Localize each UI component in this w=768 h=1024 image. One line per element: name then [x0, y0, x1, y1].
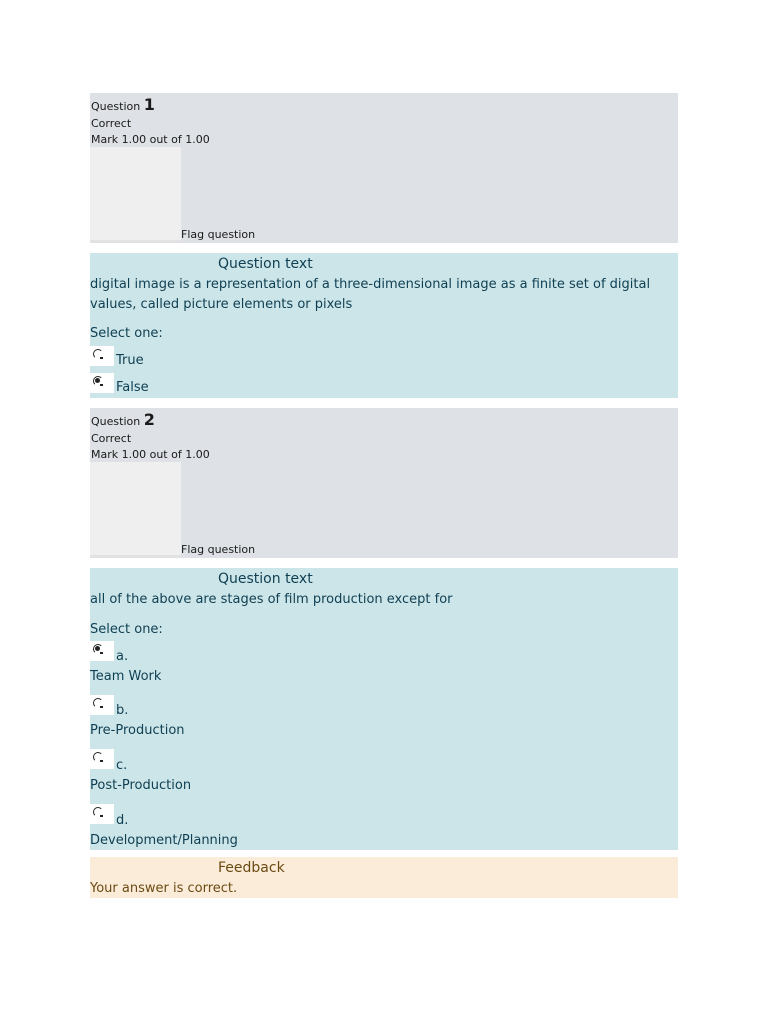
question-number: Question 2: [91, 410, 155, 429]
feedback-text: Your answer is correct.: [90, 881, 238, 896]
radio-option-a[interactable]: [90, 641, 114, 661]
option-letter-a[interactable]: a.: [116, 649, 129, 664]
question-state: Correct: [91, 117, 132, 130]
question-grade: Mark 1.00 out of 1.00: [91, 448, 210, 461]
flag-question-link[interactable]: Flag question: [181, 228, 256, 241]
select-one-prompt: Select one:: [90, 326, 163, 341]
question-text: [90, 275, 678, 315]
radio-shadow-icon: [100, 706, 103, 708]
radio-option-d[interactable]: [90, 804, 114, 824]
question-text: all of the above are stages of film production except for: [90, 592, 453, 607]
radio-dot-icon: [95, 646, 100, 651]
radio-option-b[interactable]: [90, 695, 114, 715]
feedback-panel: [90, 857, 678, 898]
flag-box: [90, 147, 181, 242]
option-label-true[interactable]: True: [116, 353, 144, 368]
flag-question-link[interactable]: Flag question: [181, 543, 256, 556]
radio-shadow-icon: [100, 357, 103, 359]
radio-shadow-icon: [100, 815, 103, 817]
question-number: Question 1: [91, 95, 155, 114]
option-label-a[interactable]: Team Work: [90, 669, 162, 684]
radio-false[interactable]: [90, 373, 114, 393]
select-one-prompt: Select one:: [90, 622, 163, 637]
radio-shadow-icon: [100, 760, 103, 762]
question-grade: Mark 1.00 out of 1.00: [91, 133, 210, 146]
question-2-content: [90, 568, 678, 850]
question-1-content: [90, 253, 678, 398]
option-label-d[interactable]: Development/Planning: [90, 833, 238, 848]
option-letter-c[interactable]: c.: [116, 758, 128, 773]
question-text-line: digital image is a representation of a three-dimensional image as a finite set of digital: [90, 277, 651, 292]
option-label-b[interactable]: Pre-Production: [90, 723, 185, 738]
radio-option-c[interactable]: [90, 749, 114, 769]
radio-dot-icon: [95, 378, 100, 383]
option-label-c[interactable]: Post-Production: [90, 778, 192, 793]
option-letter-b[interactable]: b.: [116, 703, 129, 718]
question-1-info: [90, 93, 678, 243]
question-text-line: values, called picture elements or pixels: [90, 297, 353, 312]
question-2-info: [90, 408, 678, 558]
option-label-false[interactable]: False: [116, 380, 149, 395]
radio-true[interactable]: [90, 346, 114, 366]
flag-box: [90, 462, 181, 557]
question-text-heading: Question text: [218, 256, 313, 272]
option-letter-d[interactable]: d.: [116, 813, 129, 828]
question-text-heading: Question text: [218, 571, 313, 587]
question-state: Correct: [91, 432, 132, 445]
radio-shadow-icon: [100, 652, 103, 654]
feedback-heading: Feedback: [218, 860, 285, 876]
radio-shadow-icon: [100, 384, 103, 386]
